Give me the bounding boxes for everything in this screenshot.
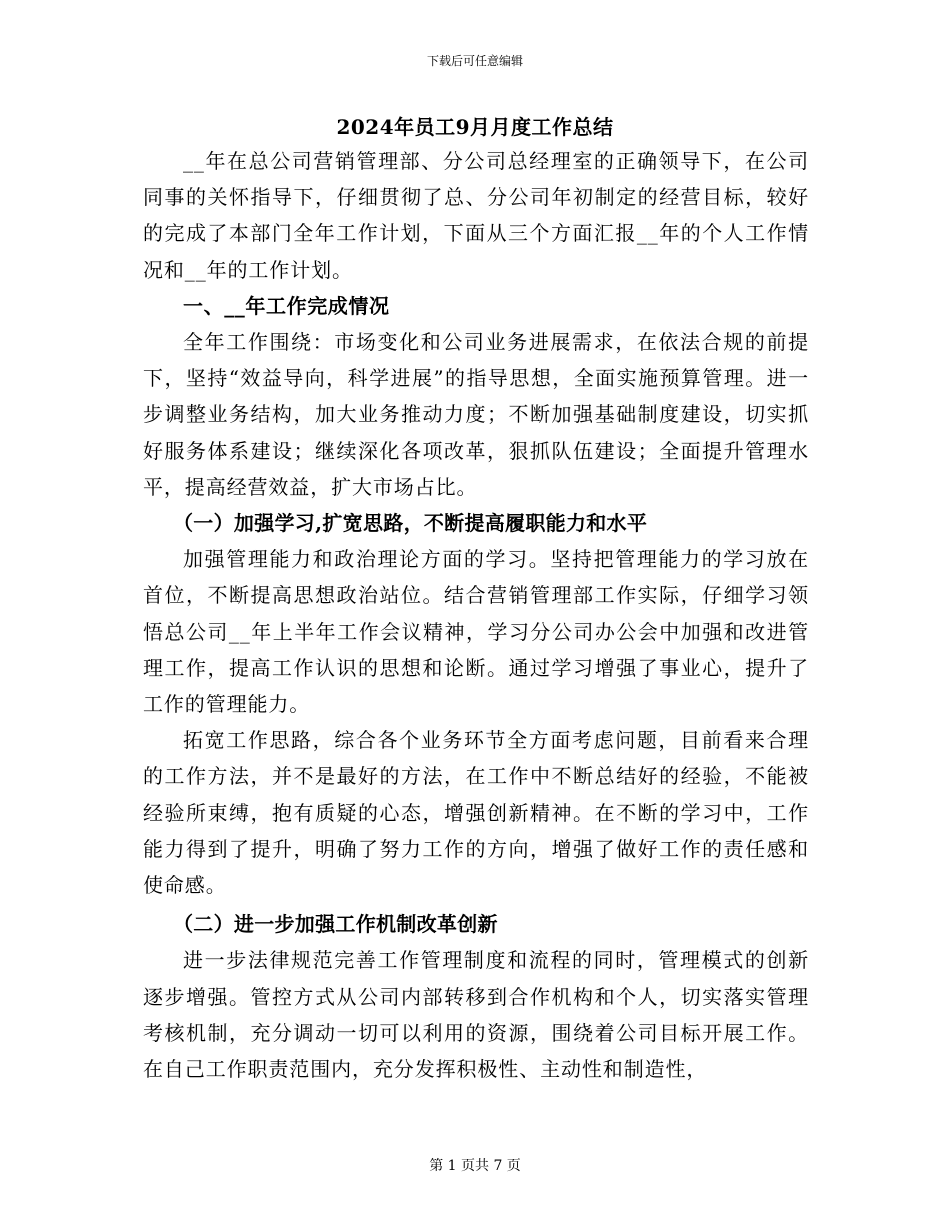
body-paragraph: 全年工作围绕：市场变化和公司业务进展需求，在依法合规的前提下，坚持“效益导向，科学进展”的指导思想，全面实施预算管理。进一步调整业务结构，加大业务推动力度；不断加强基础制度建设，切实抓好服务体系建设；继续深化各项改革，狠抓队伍建设；全面提升管理水平，提高经营效益，扩大市场占比。 — [143, 330, 809, 499]
page-footer: 第 1 页共 7 页 — [429, 1158, 521, 1174]
intro-paragraph: __年在总公司营销管理部、分公司总经理室的正确领导下，在公司同事的关怀指导下，仔细贯彻了总、分公司年初制定的经营目标，较好的完成了本部门全年工作计划，下面从三个方面汇报__年的个人工作情况和__年的工作计划。 — [143, 149, 809, 282]
body-paragraph: 加强管理能力和政治理论方面的学习。坚持把管理能力的学习放在首位，不断提高思想政治站位。结合营销管理部工作实际，仔细学习领悟总公司__年上半年工作会议精神，学习分公司办公会中加强和改进管理工作，提高工作认识的思想和论断。通过学习增强了事业心，提升了工作的管理能力。 — [143, 547, 809, 717]
header-note: 下载后可任意编辑 — [426, 54, 523, 68]
subsection-heading: （二）进一步加强工作机制改革创新 — [173, 912, 498, 937]
subsection-heading: （一）加强学习,扩宽思路，不断提高履职能力和水平 — [173, 511, 648, 536]
section-heading: 一、__年工作完成情况 — [183, 293, 390, 318]
document-body — [143, 143, 809, 1087]
body-paragraph: 进一步法律规范完善工作管理制度和流程的同时，管理模式的创新逐步增强。管控方式从公司内部转移到合作机构和个人，切实落实管理考核机制，充分调动一切可以利用的资源，围绕着公司目标开展工作。在自己工作职责范围内，充分发挥积极性、主动性和制造性， — [143, 948, 809, 1082]
document-title: 2024年员工9月月度工作总结 — [336, 115, 614, 139]
body-paragraph: 拓宽工作思路，综合各个业务环节全方面考虑问题，目前看来合理的工作方法，并不是最好的方法，在工作中不断总结好的经验，不能被经验所束缚，抱有质疑的心态，增强创新精神。在不断的学习中，工作能力得到了提升，明确了努力工作的方向，增强了做好工作的责任感和使命感。 — [143, 728, 809, 898]
